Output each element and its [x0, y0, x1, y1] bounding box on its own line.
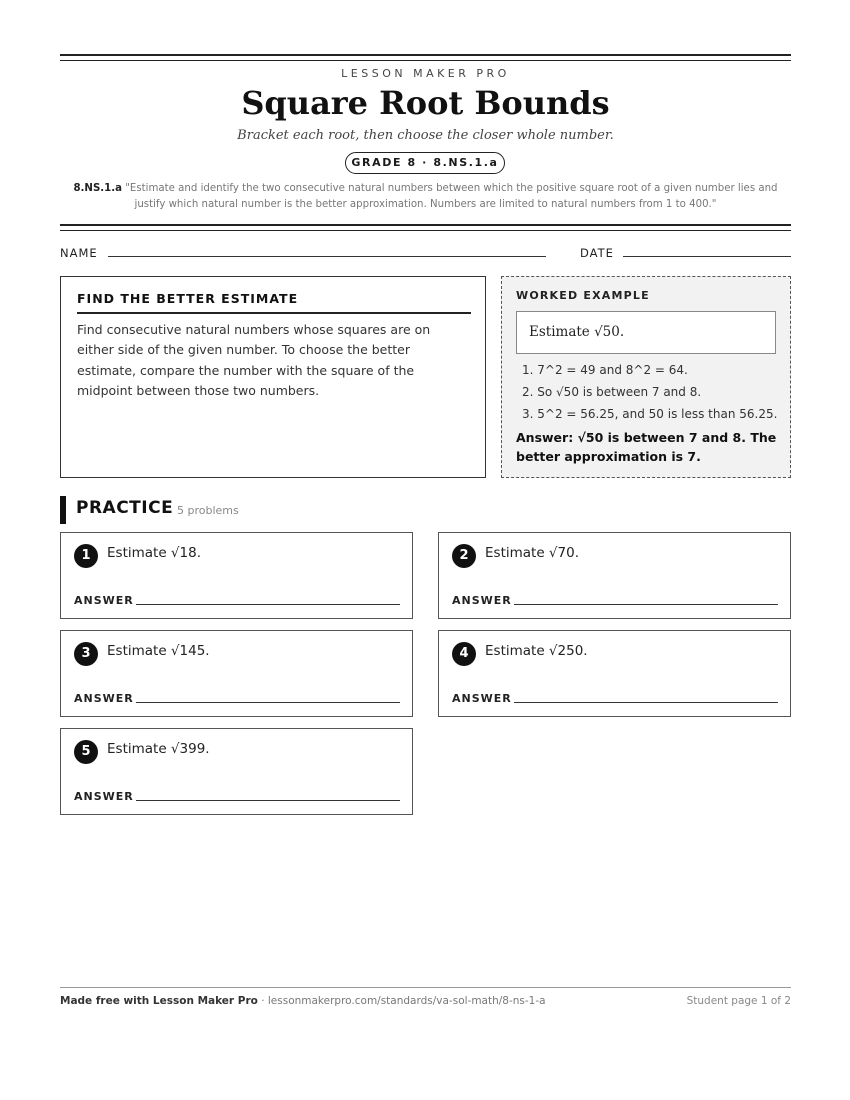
footer-rule	[60, 987, 791, 988]
worksheet-subtitle: Bracket each root, then choose the closer whole number.	[237, 128, 614, 143]
worked-example-box	[501, 276, 791, 478]
problem-prompt: Estimate √399.	[107, 741, 210, 757]
problem-card	[60, 630, 413, 717]
problem-card	[60, 532, 413, 619]
grade-badge: GRADE 8 · 8.NS.1.a	[345, 152, 505, 174]
worked-example-title: WORKED EXAMPLE	[516, 289, 650, 302]
footer-made-with: Made free with Lesson Maker Pro	[60, 995, 258, 1007]
standard-code: 8.NS.1.a	[73, 183, 122, 194]
worksheet-title: Square Root Bounds	[241, 84, 610, 122]
standard-description	[60, 181, 791, 213]
problem-card	[438, 532, 791, 619]
problem-prompt: Estimate √145.	[107, 643, 210, 659]
footer-page-number: Student page 1 of 2	[686, 995, 791, 1007]
date-label: DATE	[580, 246, 614, 260]
answer-field[interactable]	[136, 604, 400, 605]
standard-text: "Estimate and identify the two consecutive natural numbers between which the positive square root of a given number lies and justify which natural number is the better approximation. Numbers are limited to natural numbers from 1 to 400."	[125, 183, 778, 210]
problem-number: 5	[74, 740, 98, 764]
header-bottom-rule	[60, 224, 791, 231]
worked-example-prompt: Estimate √50.	[516, 311, 776, 354]
answer-label: ANSWER	[74, 594, 134, 607]
problem-card	[60, 728, 413, 815]
answer-field[interactable]	[136, 702, 400, 703]
problem-prompt: Estimate √70.	[485, 545, 579, 561]
date-field[interactable]	[623, 256, 791, 257]
problem-prompt: Estimate √18.	[107, 545, 201, 561]
practice-title: PRACTICE	[76, 498, 174, 518]
problem-number: 1	[74, 544, 98, 568]
answer-label: ANSWER	[74, 692, 134, 705]
answer-field[interactable]	[136, 800, 400, 801]
instructions-title: FIND THE BETTER ESTIMATE	[77, 291, 299, 306]
worked-step: 1. 7^2 = 49 and 8^2 = 64.	[522, 363, 688, 377]
answer-label: ANSWER	[452, 692, 512, 705]
problem-number: 3	[74, 642, 98, 666]
problem-card	[438, 630, 791, 717]
footer-credit	[60, 995, 546, 1007]
worked-step-text: 5^2 = 56.25, and 50 is less than 56.25.	[537, 407, 778, 421]
brand-name: LESSON MAKER PRO	[341, 67, 510, 80]
worked-example-answer: Answer: √50 is between 7 and 8. The better approximation is 7.	[516, 430, 777, 464]
practice-count: 5 problems	[177, 504, 239, 517]
answer-label: ANSWER	[452, 594, 512, 607]
problem-prompt: Estimate √250.	[485, 643, 588, 659]
name-label: NAME	[60, 246, 98, 260]
worked-step-text: 7^2 = 49 and 8^2 = 64.	[537, 363, 688, 377]
problem-number: 2	[452, 544, 476, 568]
answer-label: ANSWER	[74, 790, 134, 803]
header-top-rule	[60, 54, 791, 61]
footer-url[interactable]: · lessonmakerpro.com/standards/va-sol-math/8-ns-1-a	[257, 995, 546, 1007]
practice-accent-bar	[60, 496, 66, 524]
answer-field[interactable]	[514, 604, 778, 605]
worked-step-text: So √50 is between 7 and 8.	[537, 385, 702, 399]
instructions-divider	[77, 312, 471, 314]
worked-step: 3. 5^2 = 56.25, and 50 is less than 56.25.	[522, 407, 778, 421]
problem-number: 4	[452, 642, 476, 666]
name-field[interactable]	[108, 256, 546, 257]
answer-field[interactable]	[514, 702, 778, 703]
instructions-box	[60, 276, 486, 478]
worksheet-page	[60, 0, 791, 1100]
worked-step: 2. So √50 is between 7 and 8.	[522, 385, 702, 399]
worked-example-steps	[522, 359, 784, 425]
instructions-text: Find consecutive natural numbers whose squares are on either side of the given number. To choose the better estimate, compare the number with the square of the midpoint between those two numbers.	[77, 322, 431, 399]
